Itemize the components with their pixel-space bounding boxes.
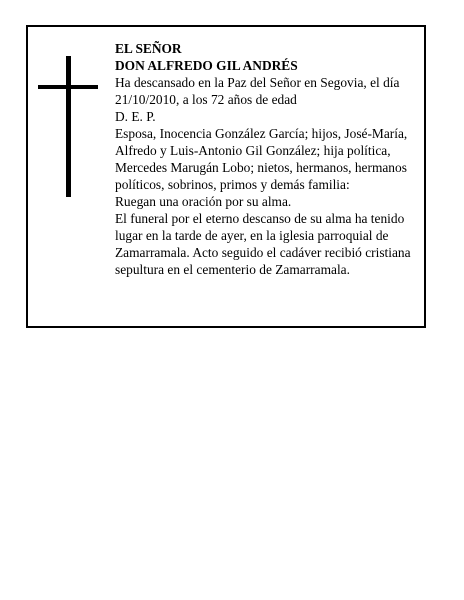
text-line: El funeral por el eterno descanso de su alma ha tenido bbox=[115, 211, 405, 226]
notice-text bbox=[115, 40, 420, 278]
text-line: 21/10/2010, a los 72 años de edad bbox=[115, 92, 297, 107]
text-line: políticos, sobrinos, primos y demás familia: bbox=[115, 177, 350, 192]
deceased-name: DON ALFREDO GIL ANDRÉS bbox=[115, 58, 298, 73]
text-line: Alfredo y Luis-Antonio Gil González; hija política, bbox=[115, 143, 391, 158]
obituary-notice bbox=[26, 25, 426, 328]
text-line: Zamarramala. Acto seguido el cadáver recibió cristiana bbox=[115, 245, 411, 260]
text-line: Ruegan una oración por su alma. bbox=[115, 194, 292, 209]
text-line: lugar en la tarde de ayer, en la iglesia parroquial de bbox=[115, 228, 389, 243]
cross-icon bbox=[28, 27, 108, 227]
text-line: Ha descansado en la Paz del Señor en Segovia, el día bbox=[115, 75, 400, 90]
text-line: sepultura en el cementerio de Zamarramala. bbox=[115, 262, 350, 277]
heading-line-1: EL SEÑOR bbox=[115, 41, 182, 56]
text-line-dep: D. E. P. bbox=[115, 109, 156, 124]
cross-horizontal-bar bbox=[38, 85, 98, 89]
cross-vertical-bar bbox=[66, 56, 71, 197]
text-line: Esposa, Inocencia González García; hijos, José-María, bbox=[115, 126, 408, 141]
text-line: Mercedes Marugán Lobo; nietos, hermanos, hermanos bbox=[115, 160, 407, 175]
